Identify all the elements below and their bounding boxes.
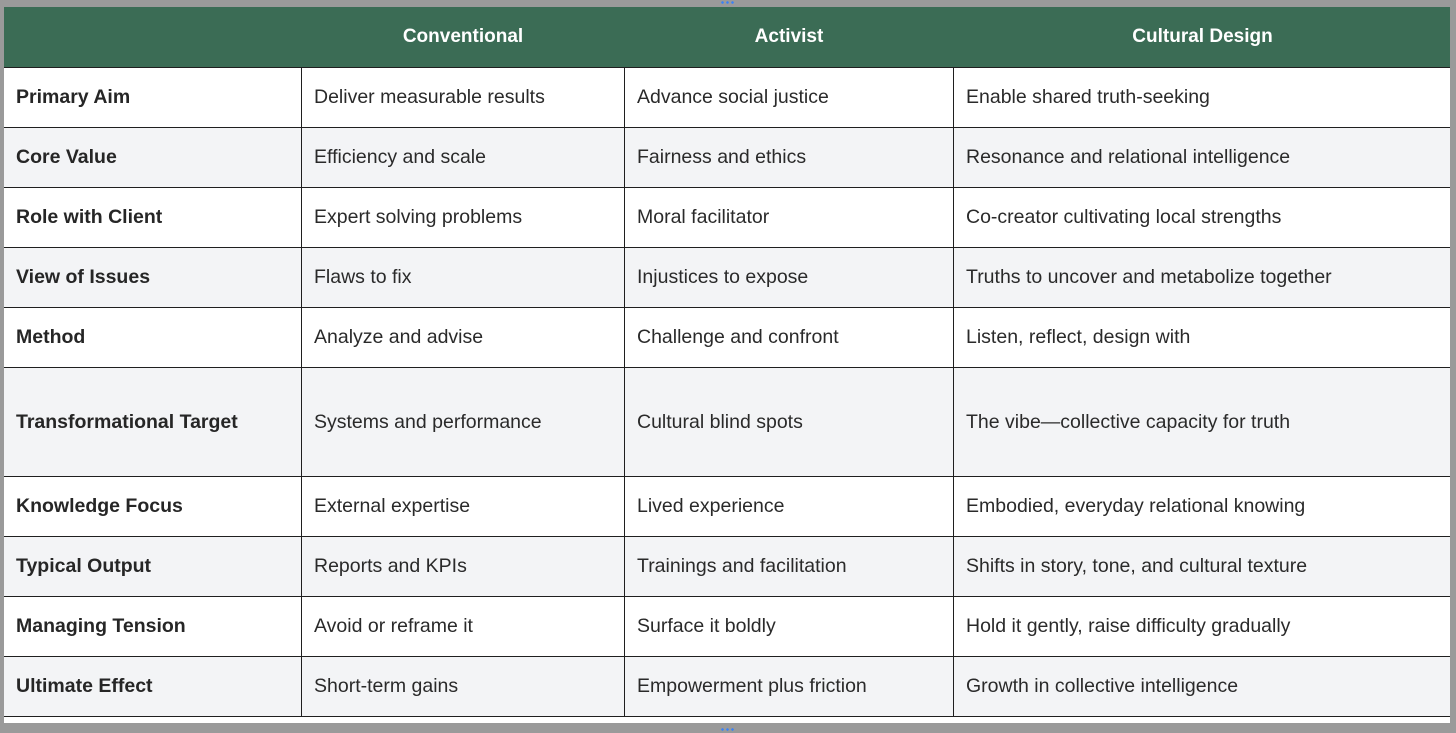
table-cell: Analyze and advise — [302, 308, 625, 368]
table-cell: Resonance and relational intelligence — [954, 128, 1451, 188]
row-label: Role with Client — [4, 188, 302, 248]
table-cell: Co-creator cultivating local strengths — [954, 188, 1451, 248]
row-label: Core Value — [4, 128, 302, 188]
table-row — [4, 368, 1450, 477]
table-row — [4, 308, 1450, 368]
table-cell: Enable shared truth-seeking — [954, 68, 1451, 128]
table-cell: Surface it boldly — [625, 597, 954, 657]
header-row — [4, 7, 1450, 68]
table-cell: Shifts in story, tone, and cultural texture — [954, 537, 1451, 597]
header-cell-cultural-design: Cultural Design — [954, 7, 1451, 68]
table-row — [4, 657, 1450, 717]
table-row — [4, 477, 1450, 537]
row-label: Transformational Target — [4, 368, 302, 477]
table-cell: Hold it gently, raise difficulty gradually — [954, 597, 1451, 657]
table-row — [4, 537, 1450, 597]
row-label: Managing Tension — [4, 597, 302, 657]
table-cell: Efficiency and scale — [302, 128, 625, 188]
row-label: Ultimate Effect — [4, 657, 302, 717]
table-cell: Advance social justice — [625, 68, 954, 128]
table-cell: Injustices to expose — [625, 248, 954, 308]
comparison-table-image — [4, 7, 1450, 723]
table-row — [4, 248, 1450, 308]
table-cell: External expertise — [302, 477, 625, 537]
table-cell: The vibe—collective capacity for truth — [954, 368, 1451, 477]
table-cell: Avoid or reframe it — [302, 597, 625, 657]
row-label: Knowledge Focus — [4, 477, 302, 537]
row-label: Typical Output — [4, 537, 302, 597]
table-cell: Reports and KPIs — [302, 537, 625, 597]
table-row — [4, 188, 1450, 248]
table-cell: Trainings and facilitation — [625, 537, 954, 597]
table-cell: Expert solving problems — [302, 188, 625, 248]
resize-handle-bottom-icon[interactable] — [720, 728, 736, 731]
table-row — [4, 68, 1450, 128]
table-row — [4, 597, 1450, 657]
table-cell: Deliver measurable results — [302, 68, 625, 128]
row-label: View of Issues — [4, 248, 302, 308]
table-cell: Moral facilitator — [625, 188, 954, 248]
table-cell: Flaws to fix — [302, 248, 625, 308]
table-cell: Cultural blind spots — [625, 368, 954, 477]
table-cell: Empowerment plus friction — [625, 657, 954, 717]
table-cell: Short-term gains — [302, 657, 625, 717]
table-cell: Truths to uncover and metabolize together — [954, 248, 1451, 308]
table-row — [4, 128, 1450, 188]
row-label: Primary Aim — [4, 68, 302, 128]
table-cell: Lived experience — [625, 477, 954, 537]
table-cell: Challenge and confront — [625, 308, 954, 368]
header-cell-empty — [4, 7, 302, 68]
header-cell-conventional: Conventional — [302, 7, 625, 68]
header-cell-activist: Activist — [625, 7, 954, 68]
table-cell: Fairness and ethics — [625, 128, 954, 188]
row-label: Method — [4, 308, 302, 368]
table-cell: Listen, reflect, design with — [954, 308, 1451, 368]
resize-handle-top-icon[interactable] — [720, 1, 736, 4]
table-cell: Embodied, everyday relational knowing — [954, 477, 1451, 537]
table-cell: Growth in collective intelligence — [954, 657, 1451, 717]
comparison-table — [4, 7, 1450, 717]
table-cell: Systems and performance — [302, 368, 625, 477]
